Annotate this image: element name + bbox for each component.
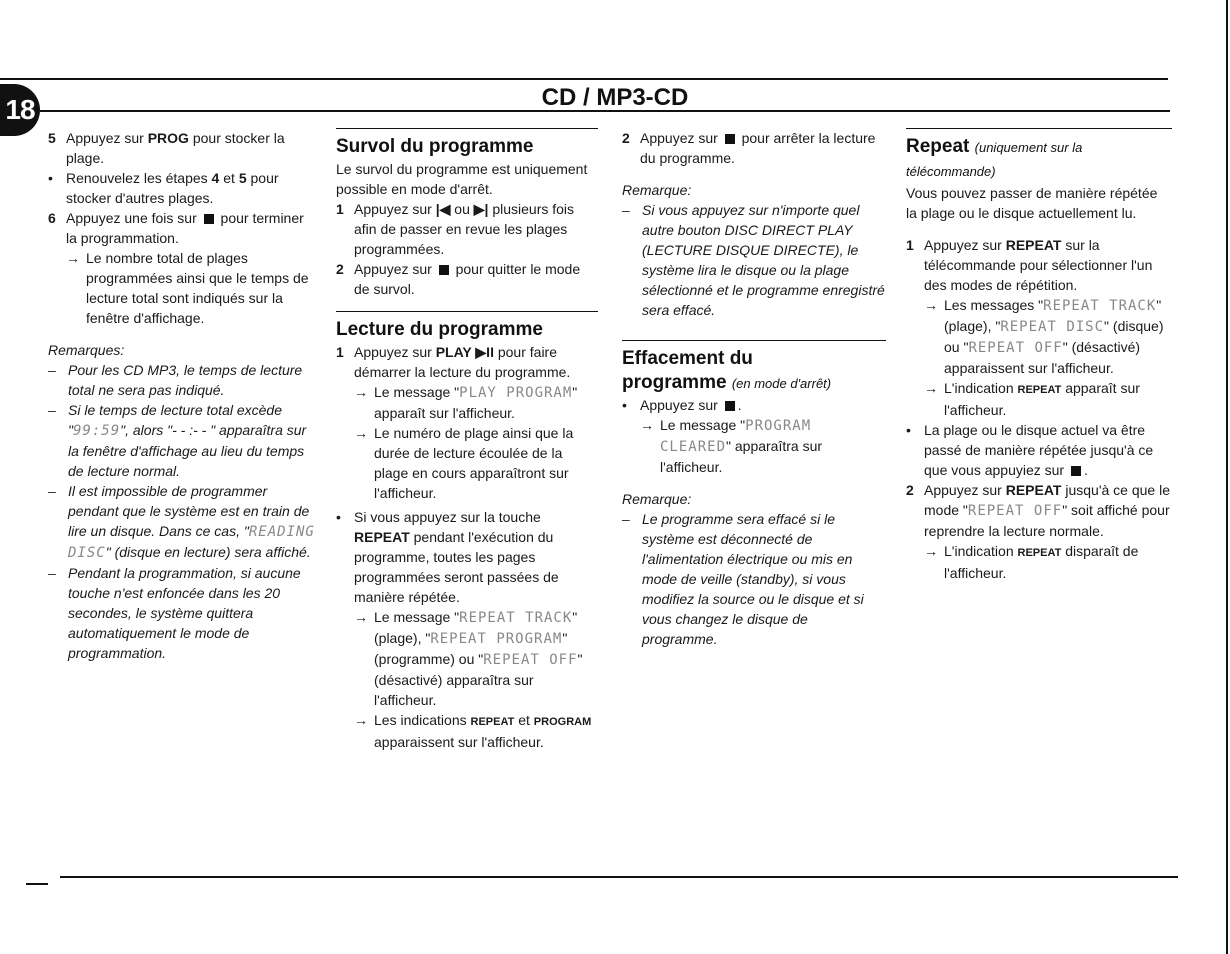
step-2: [336, 259, 598, 299]
dash: –: [48, 402, 56, 418]
step-2: [622, 128, 886, 168]
previous-icon: |◀: [435, 201, 451, 217]
text: et: [514, 712, 534, 728]
step-text: [354, 259, 598, 299]
heading-subtitle: (en mode d'arrêt): [731, 376, 832, 391]
section-rule: [336, 311, 598, 312]
arrow-icon: →: [924, 380, 938, 396]
lcd-text: 99:59: [72, 423, 121, 439]
step-text: [354, 199, 598, 259]
heading-line: programme: [622, 372, 727, 393]
key-label: REPEAT: [1005, 237, 1062, 253]
text: pour arrêter la lecture du programme.: [640, 130, 876, 166]
text: pour stocker d'autres plages.: [66, 170, 279, 206]
column-3: [622, 128, 886, 649]
remark-title: Remarque:: [622, 182, 692, 198]
result-text: [374, 607, 598, 710]
text: Appuyez sur: [354, 344, 436, 360]
result-text: [374, 382, 598, 423]
text: 4: [211, 170, 220, 186]
lcd-text: PROGRAM CLEARED: [660, 418, 812, 455]
section-heading-repeat: [906, 135, 1172, 183]
step-text: [66, 208, 318, 248]
text: Appuyez sur: [66, 130, 148, 146]
text: Appuyez sur: [924, 237, 1006, 253]
dash: –: [48, 362, 56, 378]
step-5: [48, 128, 318, 168]
bullet-item: [622, 395, 886, 415]
heading-text: Repeat: [906, 136, 970, 157]
key-label: PROG: [147, 130, 189, 146]
text: " soit affiché pour reprendre la lecture normale.: [924, 502, 1170, 539]
text: " (plage), ": [374, 609, 578, 646]
text: Appuyez sur: [640, 397, 718, 413]
result-arrow-item: [906, 378, 1172, 420]
text: Appuyez sur: [640, 130, 718, 146]
lcd-text: REPEAT OFF: [968, 340, 1063, 356]
step-text: [66, 128, 318, 168]
right-edge-line: [1226, 0, 1228, 954]
column-1: [48, 128, 318, 663]
text: Appuyez une fois sur: [66, 210, 197, 226]
step-1: [336, 342, 598, 382]
text: Appuyez sur: [354, 201, 436, 217]
step-text: [924, 480, 1172, 541]
text: jusqu'à ce que le mode ": [924, 482, 1170, 518]
page-number: 18: [5, 94, 35, 125]
remark-title: Remarque:: [622, 491, 692, 507]
text: pour faire démarrer la lecture du programme.: [354, 344, 571, 380]
result-arrow-item: [336, 607, 598, 710]
bullet-item: [906, 420, 1172, 480]
step-text: [924, 235, 1172, 295]
result-text: [944, 541, 1172, 583]
result-text: [944, 378, 1172, 420]
text: apparaissent sur l'afficheur.: [374, 734, 544, 750]
text: Les indications: [374, 712, 471, 728]
step-number: 6: [48, 210, 56, 226]
key-label: PLAY ▶II: [435, 344, 494, 360]
section-heading-effacement: [622, 347, 886, 395]
remark-text: Le programme sera effacé si le système est déconnecté de l'alimentation électrique ou mis en mode de veille (standby), si vous modifiez la source ou le disque et si vous changez le disque de programme.: [642, 511, 864, 647]
arrow-icon: →: [924, 543, 938, 559]
arrow-icon: →: [66, 250, 80, 266]
next-icon: ▶|: [473, 201, 489, 217]
key-label: REPEAT: [354, 529, 410, 545]
step-1: [906, 235, 1172, 295]
result-arrow-item: [336, 382, 598, 423]
text: " (désactivé) apparaîtra sur l'afficheur.: [374, 651, 583, 708]
arrow-icon: →: [354, 609, 368, 625]
bullet: •: [622, 397, 627, 413]
indicator-label: REPEAT: [470, 716, 515, 728]
remark-item: [48, 481, 318, 563]
result-text: [660, 415, 886, 477]
text: pour terminer la programmation.: [66, 210, 304, 246]
text: pour stocker la plage.: [66, 130, 285, 166]
section-heading-lecture: Lecture du programme: [336, 319, 543, 340]
arrow-icon: →: [640, 417, 654, 433]
lcd-text: REPEAT OFF: [967, 503, 1063, 519]
text: " (disque) ou ": [944, 318, 1164, 355]
bullet-item: [336, 507, 598, 607]
result-text: [374, 710, 598, 752]
step-number: 1: [906, 237, 914, 253]
section-rule: [336, 128, 598, 129]
step-number: 2: [906, 482, 914, 498]
text: pour quitter le mode de survol.: [354, 261, 581, 297]
column-4: [906, 128, 1172, 583]
text: Appuyez sur: [354, 261, 432, 277]
stop-icon: [725, 134, 735, 144]
text: Les messages ": [944, 297, 1044, 313]
remark-text: Si vous appuyez sur n'importe quel autre bouton DISC DIRECT PLAY (LECTURE DISQUE DIRECTE), le système lira le disque ou la plage sélectionné et le programme enregistré sera effacé.: [642, 202, 885, 318]
bullet-text: La plage ou le disque actuel va être passé de manière répétée jusqu'à ce que vous appuyiez sur .: [924, 422, 1154, 478]
remark-item: [622, 200, 886, 320]
lcd-text: REPEAT PROGRAM: [430, 631, 563, 647]
lcd-text: REPEAT OFF: [483, 652, 578, 668]
result-arrow-item: [906, 295, 1172, 378]
arrow-icon: →: [354, 425, 368, 441]
step-text: [354, 342, 598, 382]
result-arrow-item: [906, 541, 1172, 583]
step-1: [336, 199, 598, 259]
bullet-item: [48, 168, 318, 208]
text: " (programme) ou ": [374, 630, 568, 667]
step-number: 5: [48, 130, 56, 146]
bullet-text: Appuyez sur .: [640, 397, 742, 413]
lcd-text: REPEAT DISC: [1000, 319, 1105, 335]
text: La plage ou le disque actuel va être passé de manière répétée jusqu'à ce que vous appuyiez sur: [924, 422, 1154, 478]
stop-icon: [439, 265, 449, 275]
stop-icon: [725, 401, 735, 411]
result-text: [944, 295, 1172, 378]
remark-item: [48, 360, 318, 400]
lcd-text: PLAY PROGRAM: [459, 385, 573, 401]
text: " apparaîtra sur l'afficheur.: [660, 438, 823, 475]
page-title: CD / MP3-CD: [541, 84, 689, 111]
dash: –: [622, 511, 630, 527]
section-rule: [906, 128, 1172, 129]
dash: –: [48, 565, 56, 581]
remark-item: [48, 563, 318, 663]
text: Le message ": [374, 609, 460, 625]
text: L'indication: [944, 543, 1018, 559]
indicator-label: REPEAT: [1017, 384, 1062, 396]
step-number: 1: [336, 344, 344, 360]
result-arrow-item: [622, 415, 886, 477]
column-2: [336, 128, 598, 752]
bottom-rule-stub: [26, 883, 48, 885]
bullet: •: [336, 509, 341, 525]
arrow-icon: →: [924, 297, 938, 313]
text: " (désactivé) apparaissent sur l'afficheur.: [944, 339, 1141, 376]
stop-icon: [204, 214, 214, 224]
remarks-title: Remarques:: [48, 342, 125, 358]
text: L'indication: [944, 380, 1018, 396]
dash: –: [48, 483, 56, 499]
lcd-text: REPEAT TRACK: [1043, 298, 1157, 314]
section-heading-survol: Survol du programme: [336, 136, 534, 157]
arrow-icon: →: [354, 712, 368, 728]
text: pendant l'exécution du programme, toutes les pages programmées seront passées de manière répétée.: [354, 529, 559, 605]
text: Renouvelez les étapes: [66, 170, 212, 186]
stop-icon: [1071, 466, 1081, 476]
text: Il est impossible de programmer pendant que le système est en train de lire un disque. Dans ce cas, ": [68, 483, 310, 539]
bullet: •: [48, 170, 53, 186]
text: apparaît sur l'afficheur.: [944, 380, 1140, 418]
result-arrow-item: [48, 248, 318, 328]
text: Le message ": [660, 417, 746, 433]
text: " (plage), ": [944, 297, 1162, 334]
bullet-text: [354, 507, 598, 607]
step-2: [906, 480, 1172, 541]
lcd-text: READING DISC: [68, 524, 315, 561]
step-number: 2: [336, 261, 344, 277]
text: " (disque en lecture) sera affiché.: [105, 544, 311, 560]
remark-text: [68, 481, 318, 563]
text: Appuyez sur: [924, 482, 1006, 498]
text: plusieurs fois afin de passer en revue les plages programmées.: [354, 201, 575, 257]
dash: –: [622, 202, 630, 218]
bullet-text: [66, 168, 318, 208]
text: " apparaît sur l'afficheur.: [374, 384, 578, 421]
text: Le message ": [374, 384, 460, 400]
step-text: [640, 128, 886, 168]
intro-text: Vous pouvez passer de manière répétée la plage ou le disque actuellement lu.: [906, 185, 1158, 221]
text: Si vous appuyez sur la touche: [354, 509, 541, 525]
bottom-rule: [60, 876, 1178, 878]
result-text: Le nombre total de plages programmées ainsi que le temps de lecture total sont indiqués sur la fenêtre d'affichage.: [86, 250, 309, 326]
text: et: [219, 170, 239, 186]
intro-text: Le survol du programme est uniquement possible en mode d'arrêt.: [336, 161, 588, 197]
heading-line: Effacement du: [622, 348, 753, 369]
result-arrow-item: [336, 710, 598, 752]
remark-item: [48, 400, 318, 481]
step-number: 1: [336, 201, 344, 217]
indicator-label: PROGRAM: [533, 716, 592, 728]
section-rule: [622, 340, 886, 341]
text: disparaît de l'afficheur.: [944, 543, 1139, 581]
remark-text: Pour les CD MP3, le temps de lecture total ne sera pas indiqué.: [68, 362, 303, 398]
text: ou: [450, 201, 474, 217]
text: sur la télécommande pour sélectionner l'un des modes de répétition.: [924, 237, 1153, 293]
result-arrow-item: [336, 423, 598, 503]
key-label: REPEAT: [1005, 482, 1062, 498]
lcd-text: REPEAT TRACK: [459, 610, 573, 626]
remark-text: Pendant la programmation, si aucune touche n'est enfoncée dans les 20 secondes, le système quittera automatiquement le mode de programmation.: [68, 565, 301, 661]
text: Si le temps de lecture total excède ": [68, 402, 283, 438]
remark-item: [622, 509, 886, 649]
step-6: [48, 208, 318, 248]
text: ", alors "- - :- - " apparaîtra sur la fenêtre d'affichage au lieu du temps de lecture normal.: [68, 422, 307, 479]
remark-text: [68, 400, 318, 481]
top-rule: [0, 78, 1168, 80]
heading-subtitle: (uniquement sur la télécommande): [906, 140, 1083, 179]
step-number: 2: [622, 130, 630, 146]
indicator-label: REPEAT: [1017, 547, 1062, 559]
text: 5: [238, 170, 247, 186]
result-text: Le numéro de plage ainsi que la durée de lecture écoulée de la plage en cours apparaîtront sur l'afficheur.: [374, 425, 574, 501]
arrow-icon: →: [354, 384, 368, 400]
bullet: •: [906, 422, 911, 438]
